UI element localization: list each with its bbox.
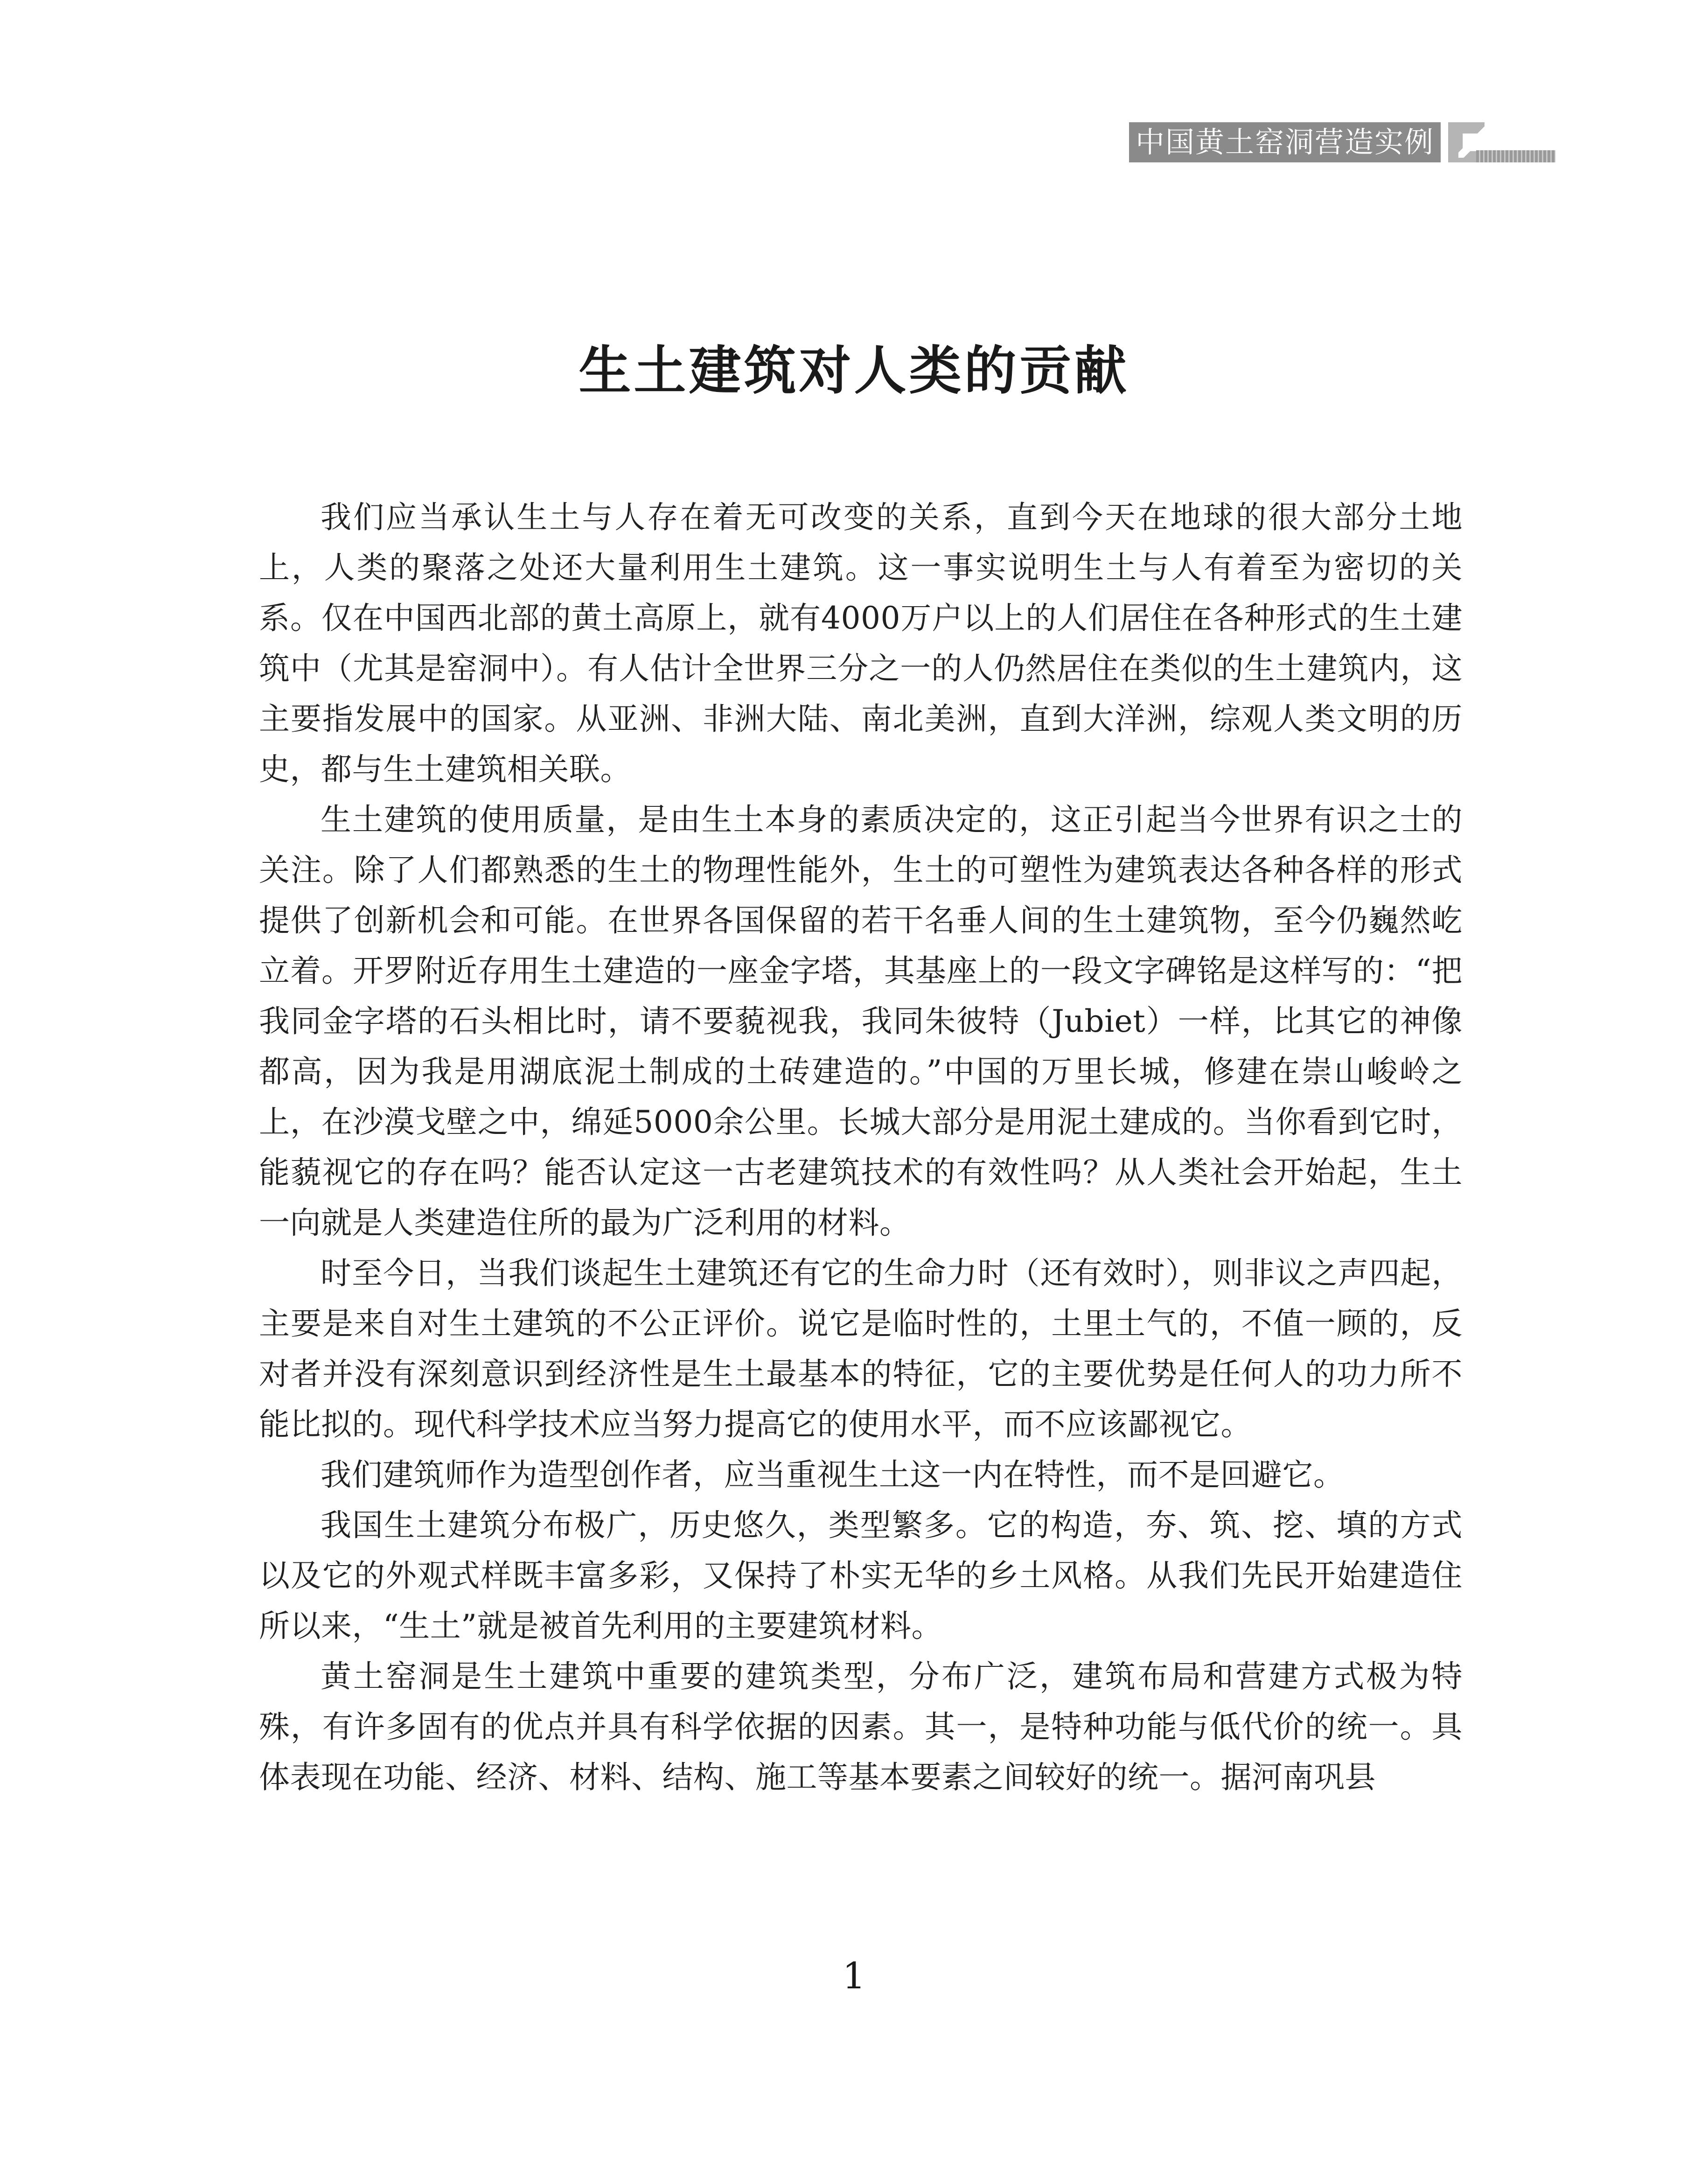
chapter-title: 生土建筑对人类的贡献: [579, 341, 1129, 401]
paragraph: 我们建筑师作为造型创作者，应当重视生土这一内在特性，而不是回避它。: [321, 1457, 1345, 1493]
paragraph: 黄土窑洞是生土建筑中重要的建筑类型，分布广泛，建筑布局和营建方式极为特殊，有许多固有的优点并具有科学依据的因素。其一，是特种功能与低代价的统一。具体表现在功能、经济、材料、结构、施工等基本要素之间较好的统一。据河南巩县: [259, 1658, 1463, 1795]
running-header: [1129, 122, 1555, 162]
paragraph: 我们应当承认生土与人存在着无可改变的关系，直到今天在地球的很大部分土地上，人类的聚落之处还大量利用生土建筑。这一事实说明生土与人有着至为密切的关系。仅在中国西北部的黄土高原上，就有4000万户以上的人们居住在各种形式的生土建筑中（尤其是窑洞中）。有人估计全世界三分之一的人仍然居住在类似的生土建筑内，这主要指发展中的国家。从亚洲、非洲大陆、南北美洲，直到大洋洲，综观人类文明的历史，都与生土建筑相关联。: [259, 499, 1463, 787]
paragraph: 时至今日，当我们谈起生土建筑还有它的生命力时（还有效时），则非议之声四起，主要是来自对生土建筑的不公正评价。说它是临时性的，土里土气的，不值一顾的，反对者并没有深刻意识到经济性是生土最基本的特征，它的主要优势是任何人的功力所不能比拟的。现代科学技术应当努力提高它的使用水平，而不应该鄙视它。: [259, 1255, 1463, 1442]
paragraph: 生土建筑的使用质量，是由生土本身的素质决定的，这正引起当今世界有识之士的关注。除了人们都熟悉的生土的物理性能外，生土的可塑性为建筑表达各种各样的形式提供了创新机会和可能。在世界各国保留的若干名垂人间的生土建筑物，至今仍巍然屹立着。开罗附近存用生土建造的一座金字塔，其基座上的一段文字碑铭是这样写的：“把我同金字塔的石头相比时，请不要藐视我，我同朱彼特（Jubiet）一样，比其它的神像都高，因为我是用湖底泥土制成的土砖建造的。”中国的万里长城，修建在崇山峻岭之上，在沙漠戈壁之中，绵延5000余公里。长城大部分是用泥土建成的。当你看到它时，能藐视它的存在吗？能否认定这一古老建筑技术的有效性吗？从人类社会开始起，生土一向就是人类建造住所的最为广泛利用的材料。: [259, 802, 1463, 1241]
header-arrow-icon: [1448, 122, 1555, 162]
body-text: [259, 492, 1463, 1803]
paragraph: 我国生土建筑分布极广，历史悠久，类型繁多。它的构造，夯、筑、挖、填的方式以及它的外观式样既丰富多彩，又保持了朴实无华的乡土风格。从我们先民开始建造住所以来，“生土”就是被首先利用的主要建筑材料。: [259, 1507, 1463, 1644]
book-title: 中国黄土窑洞营造实例: [1129, 122, 1441, 162]
page-number: 1: [842, 1955, 866, 1997]
